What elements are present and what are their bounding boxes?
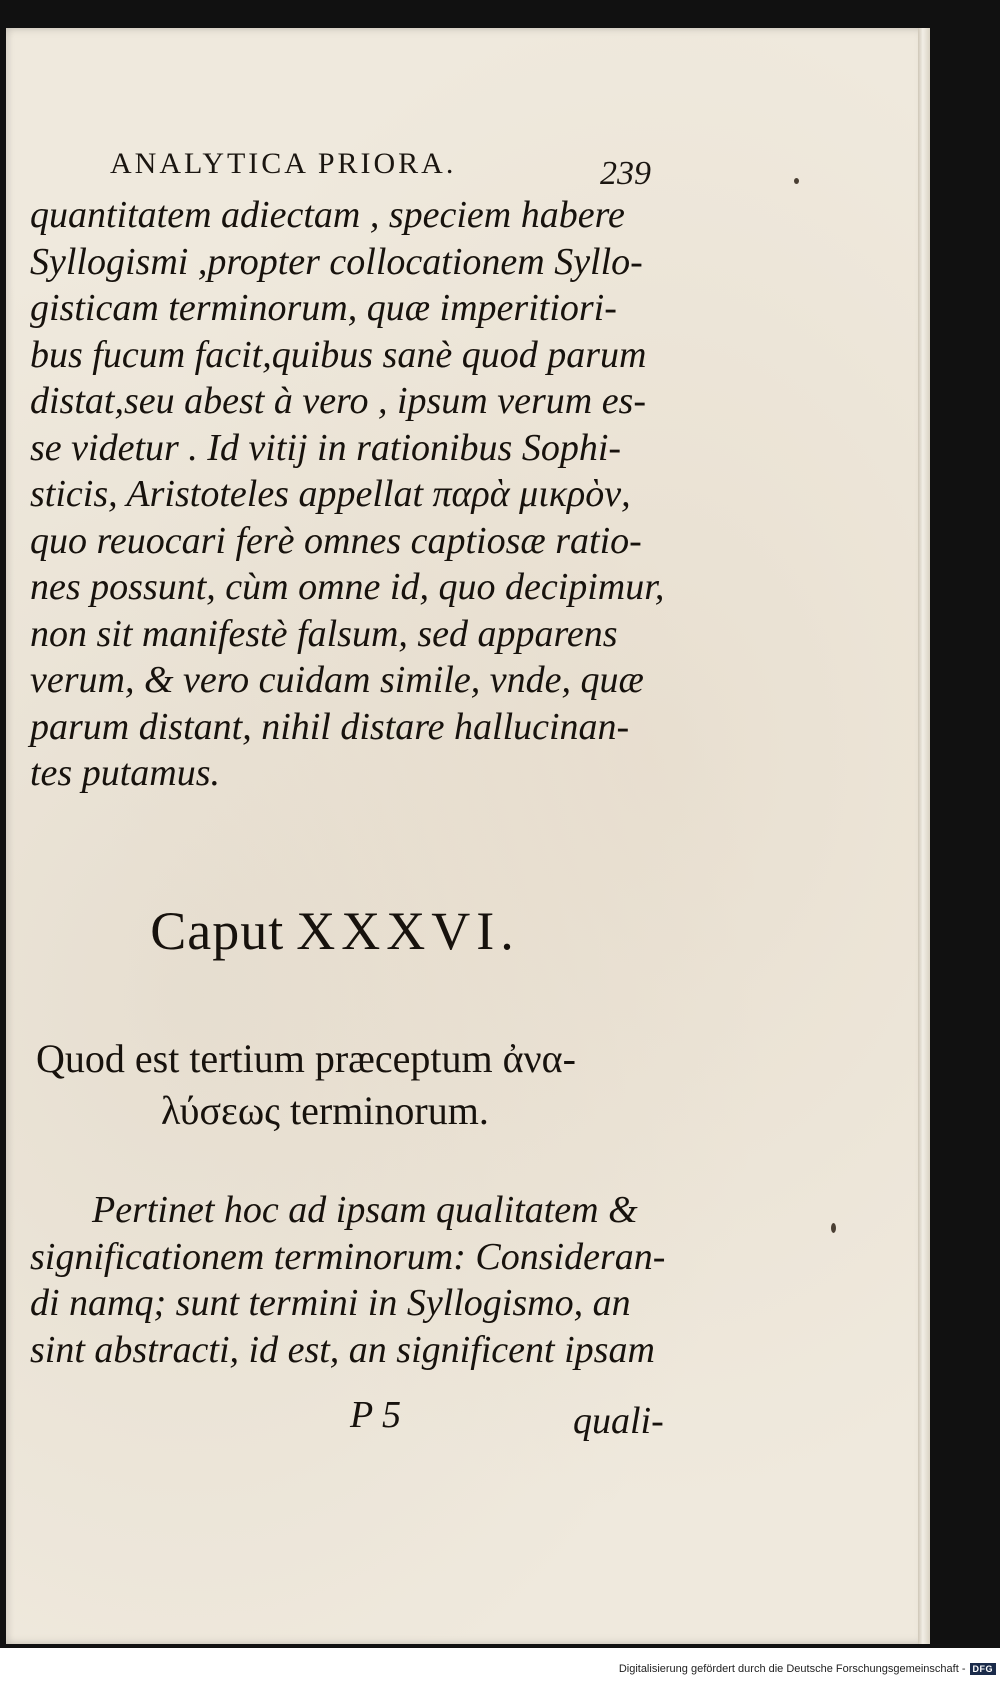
paragraph-1	[30, 192, 670, 797]
chapter-label: Caput	[150, 901, 285, 961]
page-edge	[918, 28, 930, 1644]
page-number: 239	[600, 155, 651, 192]
text-line: sticis, Aristoteles appellat παρὰ μικρὸν,	[30, 473, 631, 515]
text-line: Pertinet hoc ad ipsam qualitatem &	[92, 1189, 638, 1231]
text-line: significationem terminorum: Consideran-	[30, 1235, 666, 1278]
catchword: quali-	[573, 1400, 664, 1442]
text-line: Syllogismi ,propter collocationem Syllo-	[30, 240, 643, 283]
page-footer	[0, 1393, 680, 1443]
paper-speck	[794, 178, 799, 184]
signature-mark: P 5	[350, 1394, 402, 1436]
text-line: distat,seu abest à vero , ipsum verum es-	[30, 380, 646, 422]
funding-text: Digitalisierung gefördert durch die Deutsche Forschungsgemeinschaft -	[618, 1663, 966, 1675]
text-line: di namq; sunt termini in Syllogismo, an	[30, 1282, 631, 1324]
text-line: gisticam terminorum, quæ imperitiori-	[30, 287, 617, 329]
text-line: quantitatem adiectam , speciem habere	[30, 194, 625, 236]
running-head: ANALYTICA PRIORA.	[110, 147, 457, 180]
text-line: se videtur . Id vitij in rationibus Sophi-	[30, 426, 622, 469]
text-line: quo reuocari ferè omnes captiosæ ratio-	[30, 519, 642, 562]
text-line: tes putamus.	[30, 752, 220, 794]
text-line: non sit manifestè falsum, sed apparens	[30, 612, 618, 655]
text-line: parum distant, nihil distare hallucinan-	[30, 705, 630, 748]
text-line: bus fucum facit,quibus sanè quod parum	[30, 333, 647, 376]
chapter-title-line: Quod est tertium præceptum ἀνα-	[36, 1036, 576, 1081]
text-line: verum, & vero cuidam simile, vnde, quæ	[30, 659, 644, 701]
text-line: nes possunt, cùm omne id, quo decipimur,	[30, 566, 665, 608]
chapter-number: XXXVI.	[296, 901, 520, 961]
dfg-logo: DFG	[970, 1663, 997, 1675]
funding-note	[619, 1663, 996, 1675]
paper-speck	[831, 1223, 836, 1233]
chapter-heading	[0, 900, 670, 962]
chapter-title-line: λύσεως terminorum.	[161, 1088, 489, 1133]
paragraph-2	[30, 1187, 670, 1373]
text-line: sint abstracti, id est, an significent ipsam	[30, 1328, 655, 1371]
chapter-title	[36, 1033, 676, 1137]
